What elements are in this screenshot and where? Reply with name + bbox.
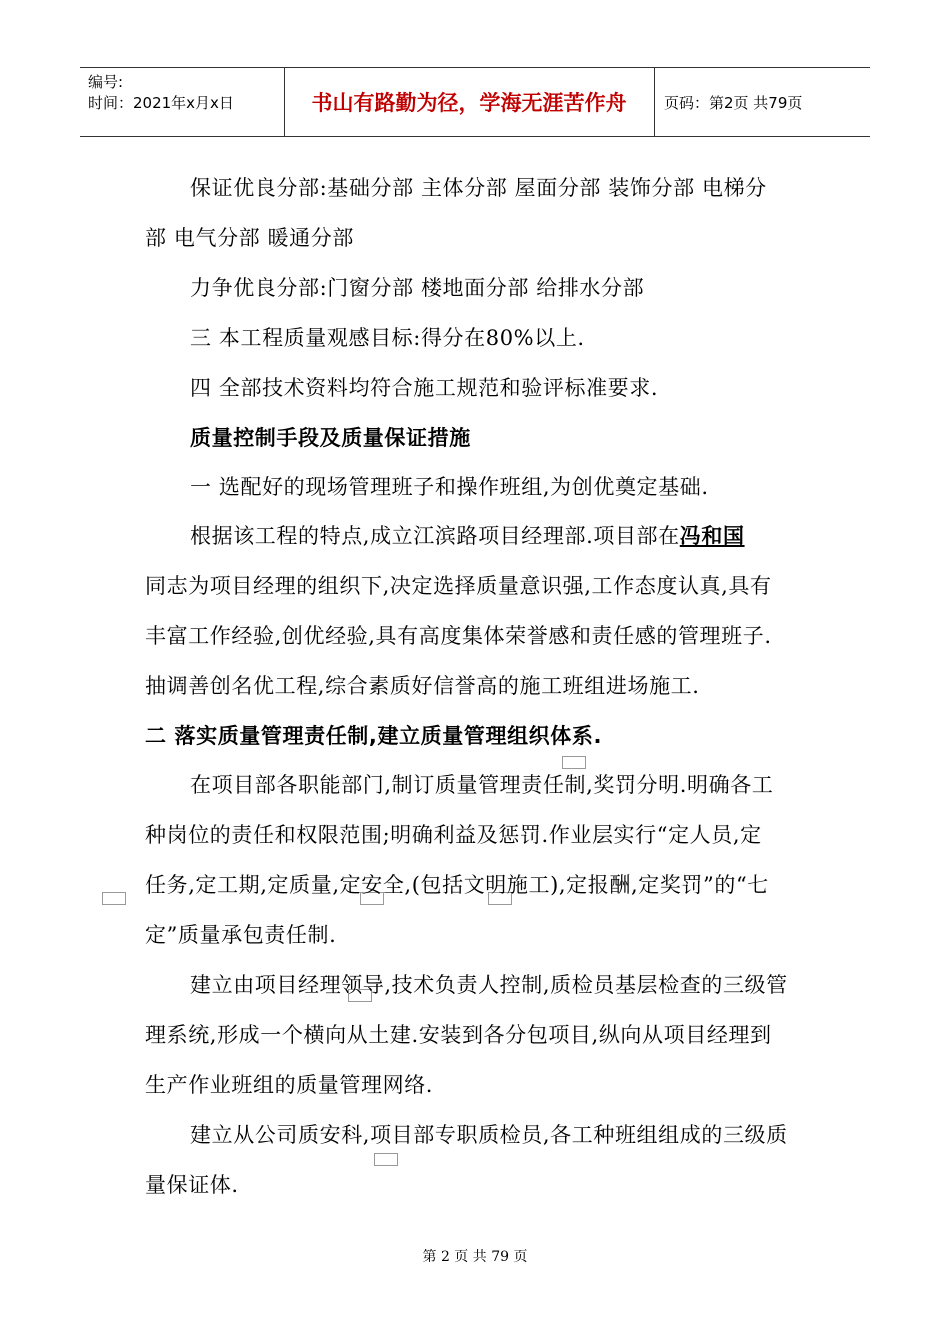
text-line: 部 电气分部 暖通分部 (145, 226, 354, 250)
annotation-box (562, 756, 586, 769)
text-line: 力争优良分部:门窗分部 楼地面分部 给排水分部 (190, 276, 645, 300)
time-label: 时间：2021年x月x日 (88, 94, 234, 112)
annotation-box (374, 1153, 398, 1166)
text-line: 量保证体. (145, 1173, 239, 1197)
text-line: 建立从公司质安科,项目部专职质检员,各工种班组组成的三级质 (190, 1123, 788, 1147)
text-line: 同志为项目经理的组织下,决定选择质量意识强,工作态度认真,具有 (145, 574, 772, 598)
header-meta (88, 72, 234, 114)
text-line: 定”质量承包责任制. (145, 923, 337, 947)
text-line: 一 选配好的现场管理班子和操作班组,为创优奠定基础. (190, 475, 709, 499)
header-divider (654, 68, 655, 136)
section-heading: 质量控制手段及质量保证措施 (190, 426, 471, 450)
text-span: 根据该工程的特点,成立江滨路项目经理部.项目部在 (190, 524, 680, 548)
header-table (80, 67, 870, 137)
manager-name: 冯和国 (679, 524, 745, 548)
text-line: 在项目部各职能部门,制订质量管理责任制,奖罚分明.明确各工 (190, 773, 774, 797)
text-line: 任务,定工期,定质量,定安全,(包括文明施工),定报酬,定奖罚”的“七 (145, 873, 769, 897)
code-label: 编号: (88, 73, 124, 91)
text-line: 抽调善创名优工程,综合素质好信誉高的施工班组进场施工. (145, 674, 700, 698)
text-line: 理系统,形成一个横向从土建.安装到各分包项目,纵向从项目经理到 (145, 1023, 772, 1047)
text-line: 保证优良分部:基础分部 主体分部 屋面分部 装饰分部 电梯分 (190, 176, 767, 200)
annotation-box (102, 892, 126, 905)
text-line: 种岗位的责任和权限范围;明确利益及惩罚.作业层实行“定人员,定 (145, 823, 762, 847)
text-line: 丰富工作经验,创优经验,具有高度集体荣誉感和责任感的管理班子. (145, 624, 772, 648)
text-line: 建立由项目经理领导,技术负责人控制,质检员基层检查的三级管 (190, 973, 788, 997)
section-heading: 二 落实质量管理责任制,建立质量管理组织体系. (145, 724, 603, 748)
page-footer: 第 2 页 共 79 页 (422, 1249, 528, 1265)
text-line: 三 本工程质量观感目标:得分在80%以上. (190, 326, 585, 350)
header-motto: 书山有路勤为径，学海无涯苦作舟 (311, 91, 627, 115)
header-page-info: 页码：第2页 共79页 (664, 93, 803, 112)
text-line: 生产作业班组的质量管理网络. (145, 1073, 434, 1097)
text-line: 四 全部技术资料均符合施工规范和验评标准要求. (190, 376, 659, 400)
text-line (190, 520, 745, 550)
